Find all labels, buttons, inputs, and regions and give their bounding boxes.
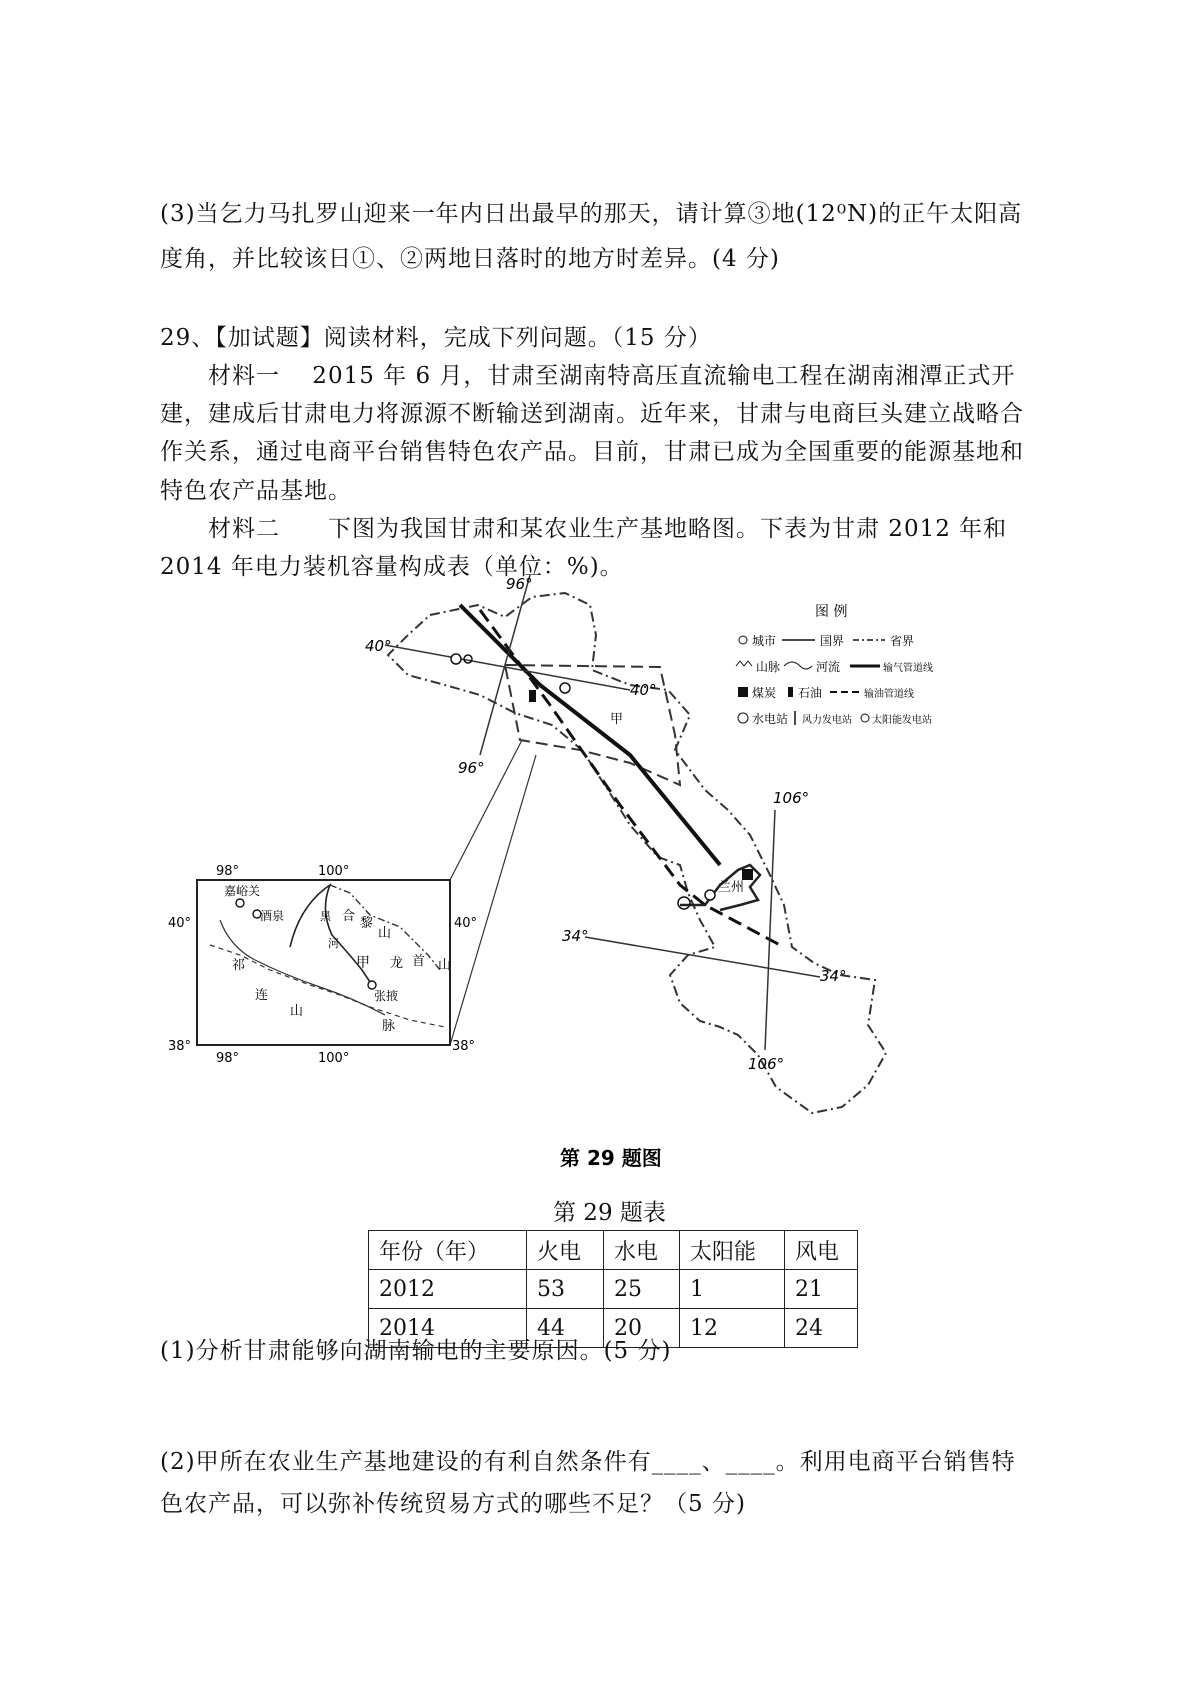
svg-text:脉: 脉 bbox=[382, 1019, 396, 1034]
svg-text:38°: 38° bbox=[452, 1039, 476, 1054]
cell-solar: 12 bbox=[680, 1309, 785, 1348]
cell-wind: 21 bbox=[785, 1270, 858, 1309]
q29-sub1: (1)分析甘肃能够向湖南输电的主要原因。(5 分) bbox=[160, 1338, 672, 1364]
svg-text:输气管道线: 输气管道线 bbox=[883, 663, 933, 674]
energy-capacity-table bbox=[368, 1230, 858, 1348]
main-lat-34-right: 34° bbox=[820, 967, 847, 985]
legend-title: 图 例 bbox=[815, 604, 848, 620]
svg-text:输油管道线: 输油管道线 bbox=[864, 689, 914, 700]
cell-wind: 24 bbox=[785, 1309, 858, 1348]
svg-text:城市: 城市 bbox=[752, 634, 777, 648]
inset-label-jiuquan: 酒泉 bbox=[260, 909, 285, 923]
city-icon bbox=[451, 654, 461, 664]
q29-sub2-line1: (2)甲所在农业生产基地建设的有利自然条件有____、____。利用电商平台销售特 bbox=[160, 1449, 1016, 1475]
material1-line2: 建，建成后甘肃电力将源源不断输送到湖南。近年来，甘肃与电商巨头建立战略合 bbox=[160, 401, 1024, 427]
svg-text:甲: 甲 bbox=[356, 955, 370, 971]
svg-text:山: 山 bbox=[378, 926, 392, 941]
header-hydro: 水电 bbox=[604, 1231, 680, 1270]
cell-year: 2012 bbox=[369, 1270, 527, 1309]
svg-text:40°: 40° bbox=[454, 916, 478, 931]
main-lon-96-top: 96° bbox=[506, 575, 533, 593]
svg-text:40°: 40° bbox=[168, 916, 192, 931]
svg-text:连: 连 bbox=[255, 988, 269, 1003]
meridian-106-line bbox=[765, 810, 775, 1050]
svg-text:100°: 100° bbox=[318, 1051, 350, 1066]
map-label-jia: 甲 bbox=[610, 712, 624, 727]
svg-text:石油: 石油 bbox=[798, 686, 823, 700]
material2-line1: 材料二 下图为我国甘肃和某农业生产基地略图。下表为甘肃 2012 年和 bbox=[208, 516, 1008, 542]
main-lon-96-bottom: 96° bbox=[458, 759, 485, 777]
svg-text:河流: 河流 bbox=[816, 660, 841, 674]
main-lat-40-right: 40° bbox=[630, 681, 657, 699]
table-row bbox=[369, 1270, 858, 1309]
svg-text:38°: 38° bbox=[168, 1039, 192, 1054]
inset-city-jiayuguan bbox=[236, 899, 244, 907]
inset-label-zhangye: 张掖 bbox=[374, 989, 399, 1003]
header-year: 年份（年） bbox=[369, 1231, 527, 1270]
material1-line1: 材料一 2015 年 6 月，甘肃至湖南特高压直流输电工程在湖南湘潭正式开 bbox=[208, 363, 1016, 389]
svg-text:黑: 黑 bbox=[320, 910, 331, 923]
gansu-province-outline bbox=[388, 593, 886, 1113]
svg-text:98°: 98° bbox=[216, 864, 240, 879]
coal-icon bbox=[742, 869, 753, 880]
svg-text:黎: 黎 bbox=[360, 916, 374, 931]
svg-text:首: 首 bbox=[412, 954, 426, 969]
parallel-34-line bbox=[585, 937, 820, 977]
svg-text:水电站: 水电站 bbox=[752, 712, 789, 726]
svg-text:风力发电站: 风力发电站 bbox=[802, 715, 852, 726]
oil-icon bbox=[529, 690, 536, 702]
lanzhou-city-icon bbox=[705, 890, 715, 900]
inset-label-jiayuguan: 嘉峪关 bbox=[224, 884, 261, 898]
main-lat-40-left: 40° bbox=[365, 637, 392, 655]
inset-connector-bottom bbox=[450, 755, 536, 1045]
cell-thermal: 53 bbox=[527, 1270, 604, 1309]
svg-text:省界: 省界 bbox=[890, 634, 915, 648]
map-legend bbox=[736, 604, 933, 726]
svg-text:祁: 祁 bbox=[232, 958, 246, 973]
cell-year: 2014 bbox=[369, 1309, 527, 1348]
q29-sub2-line2: 色农产品，可以弥补传统贸易方式的哪些不足？（5 分) bbox=[160, 1491, 746, 1517]
cell-hydro: 20 bbox=[604, 1309, 680, 1348]
header-solar: 太阳能 bbox=[680, 1231, 785, 1270]
svg-text:山脉: 山脉 bbox=[756, 660, 781, 674]
q28-3-line2: 度角，并比较该日①、②两地日落时的地方时差异。(4 分) bbox=[160, 246, 780, 272]
main-lon-106-bottom: 106° bbox=[748, 1055, 785, 1073]
svg-text:山: 山 bbox=[438, 958, 452, 973]
inset-city-zhangye bbox=[368, 981, 376, 989]
hydro-station-icon bbox=[678, 897, 690, 909]
svg-text:98°: 98° bbox=[216, 1051, 240, 1066]
svg-text:河: 河 bbox=[328, 937, 339, 950]
svg-text:合: 合 bbox=[342, 909, 356, 924]
header-thermal: 火电 bbox=[527, 1231, 604, 1270]
city-icon bbox=[560, 683, 570, 693]
header-wind: 风电 bbox=[785, 1231, 858, 1270]
material1-line3: 作关系，通过电商平台销售特色农产品。目前，甘肃已成为全国重要的能源基地和 bbox=[160, 439, 1024, 465]
main-lon-106-top: 106° bbox=[773, 789, 810, 807]
map-caption: 第 29 题图 bbox=[560, 1146, 662, 1170]
svg-text:龙: 龙 bbox=[390, 956, 404, 971]
gansu-map-figure bbox=[160, 575, 1060, 1185]
agri-base-inset-map bbox=[168, 864, 477, 1066]
svg-text:100°: 100° bbox=[318, 864, 350, 879]
table-header-row bbox=[369, 1231, 858, 1270]
map-label-lanzhou: 兰州 bbox=[718, 880, 745, 895]
gas-pipeline bbox=[460, 605, 720, 865]
cell-thermal: 44 bbox=[527, 1309, 604, 1348]
table-caption: 第 29 题表 bbox=[553, 1200, 666, 1226]
svg-text:国界: 国界 bbox=[820, 634, 845, 648]
q29-heading: 29、【加试题】阅读材料，完成下列问题。（15 分） bbox=[160, 325, 712, 351]
q28-3-line1: (3)当乞力马扎罗山迎来一年内日出最早的那天，请计算③地(12⁰N)的正午太阳高 bbox=[160, 201, 1023, 227]
material2-line2: 2014 年电力装机容量构成表（单位：%)。 bbox=[160, 554, 624, 580]
cell-solar: 1 bbox=[680, 1270, 785, 1309]
svg-text:山: 山 bbox=[290, 1004, 304, 1019]
main-lat-34-left: 34° bbox=[562, 927, 589, 945]
cell-hydro: 25 bbox=[604, 1270, 680, 1309]
svg-text:太阳能发电站: 太阳能发电站 bbox=[872, 715, 932, 726]
material1-line4: 特色农产品基地。 bbox=[160, 478, 352, 504]
svg-text:煤炭: 煤炭 bbox=[752, 686, 777, 700]
